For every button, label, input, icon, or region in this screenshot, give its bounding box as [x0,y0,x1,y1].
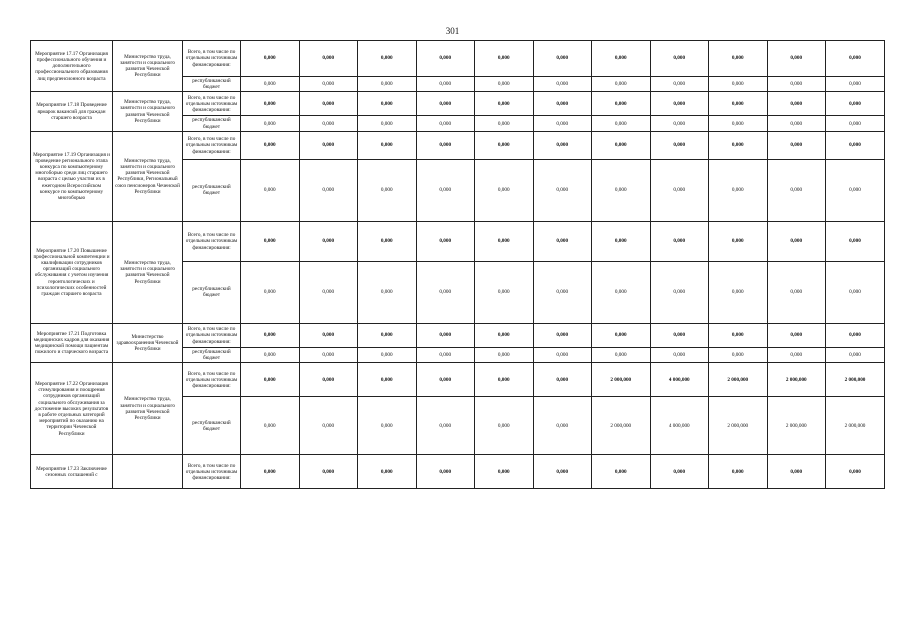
amount-cell: 0,000 [709,261,768,323]
amount-cell: 0,000 [241,41,300,77]
amount-cell: 0,000 [241,131,300,159]
amount-cell: 0,000 [475,77,534,92]
funding-source-budget: республиканский бюджет [183,347,241,362]
amount-cell: 0,000 [299,116,358,131]
amount-cell: 0,000 [475,92,534,116]
amount-cell: 0,000 [241,347,300,362]
amount-cell: 0,000 [592,116,651,131]
amount-cell: 0,000 [650,159,709,221]
amount-cell: 0,000 [709,92,768,116]
amount-cell: 0,000 [826,159,885,221]
amount-cell: 0,000 [826,221,885,261]
amount-cell: 0,000 [358,363,417,397]
amount-cell: 0,000 [709,347,768,362]
executor: Министерство труда, занятости и социального развития Чеченской Республики [113,363,183,455]
amount-cell: 0,000 [475,261,534,323]
amount-cell: 0,000 [650,455,709,489]
amount-cell: 0,000 [416,397,475,455]
table-row [31,131,885,159]
funding-source-budget: республиканский бюджет [183,261,241,323]
executor: Министерство труда, занятости и социального развития Чеченской Республики [113,221,183,323]
amount-cell: 0,000 [416,159,475,221]
amount-cell: 0,000 [709,77,768,92]
table-row [31,455,885,489]
amount-cell: 0,000 [709,221,768,261]
amount-cell: 0,000 [299,92,358,116]
amount-cell: 0,000 [533,261,592,323]
amount-cell: 0,000 [533,116,592,131]
funding-source-total: Всего, в том числе по отдельным источникам финансирования: [183,323,241,347]
amount-cell: 0,000 [826,347,885,362]
amount-cell: 0,000 [241,92,300,116]
amount-cell: 0,000 [299,323,358,347]
executor: Министерство труда, занятости и социального развития Чеченской Республики, Региональный союз пенсионеров Чеченской Республики [113,131,183,221]
amount-cell: 0,000 [592,131,651,159]
amount-cell: 0,000 [475,116,534,131]
amount-cell: 2 000,000 [592,397,651,455]
funding-source-total: Всего, в том числе по отдельным источникам финансирования: [183,363,241,397]
amount-cell: 0,000 [475,397,534,455]
amount-cell: 0,000 [358,159,417,221]
amount-cell: 0,000 [533,455,592,489]
amount-cell: 0,000 [826,116,885,131]
amount-cell: 0,000 [592,159,651,221]
amount-cell: 2 000,000 [826,397,885,455]
amount-cell: 0,000 [767,92,826,116]
amount-cell: 0,000 [241,323,300,347]
amount-cell: 0,000 [650,347,709,362]
amount-cell: 0,000 [826,323,885,347]
amount-cell: 0,000 [416,41,475,77]
amount-cell: 0,000 [241,261,300,323]
amount-cell: 0,000 [826,261,885,323]
measure-name: Мероприятие 17.18 Проведение ярмарок вакансий для граждан старшего возраста [31,92,113,131]
funding-source-budget: республиканский бюджет [183,116,241,131]
amount-cell: 0,000 [709,455,768,489]
amount-cell: 0,000 [592,455,651,489]
amount-cell: 0,000 [826,92,885,116]
amount-cell: 0,000 [709,159,768,221]
amount-cell: 0,000 [299,397,358,455]
amount-cell: 0,000 [299,261,358,323]
amount-cell: 0,000 [533,221,592,261]
amount-cell: 0,000 [416,323,475,347]
amount-cell: 0,000 [475,363,534,397]
amount-cell: 0,000 [475,323,534,347]
amount-cell: 0,000 [826,77,885,92]
funding-source-budget: республиканский бюджет [183,397,241,455]
amount-cell: 0,000 [650,323,709,347]
amount-cell: 0,000 [299,77,358,92]
amount-cell: 0,000 [709,116,768,131]
measure-name: Мероприятие 17.23 Заключение сезонных соглашений с [31,455,113,489]
amount-cell: 2 000,000 [767,363,826,397]
executor: Министерство труда, занятости и социального развития Чеченской Республики [113,92,183,131]
amount-cell: 0,000 [826,41,885,77]
amount-cell: 0,000 [650,261,709,323]
amount-cell: 0,000 [650,131,709,159]
amount-cell: 0,000 [358,131,417,159]
funding-source-total: Всего, в том числе по отдельным источникам финансирования: [183,92,241,116]
amount-cell: 0,000 [709,323,768,347]
amount-cell: 2 000,000 [709,397,768,455]
amount-cell: 0,000 [299,347,358,362]
amount-cell: 0,000 [416,92,475,116]
amount-cell: 0,000 [767,116,826,131]
executor: Министерство здравоохранения Чеченской Республики [113,323,183,362]
measure-name: Мероприятие 17.19 Организация и проведение регионального этапа конкурса по компьютерному многоборью среди лиц старшего возраста с целью участия их в ежегодном Всероссийском конкурсе по компьютерному многоборью [31,131,113,221]
amount-cell: 0,000 [299,159,358,221]
amount-cell: 0,000 [533,397,592,455]
amount-cell: 0,000 [416,455,475,489]
amount-cell: 0,000 [358,261,417,323]
amount-cell: 0,000 [416,221,475,261]
table-row [31,363,885,397]
amount-cell: 0,000 [358,77,417,92]
amount-cell: 0,000 [826,131,885,159]
amount-cell: 0,000 [533,159,592,221]
amount-cell: 0,000 [826,455,885,489]
amount-cell: 0,000 [475,455,534,489]
funding-source-total: Всего, в том числе по отдельным источникам финансирования: [183,221,241,261]
amount-cell: 0,000 [709,131,768,159]
funding-source-total: Всего, в том числе по отдельным источникам финансирования: [183,131,241,159]
amount-cell: 0,000 [767,77,826,92]
amount-cell: 0,000 [299,455,358,489]
amount-cell: 0,000 [299,221,358,261]
amount-cell: 0,000 [767,455,826,489]
amount-cell: 0,000 [650,116,709,131]
amount-cell: 0,000 [416,363,475,397]
amount-cell: 0,000 [533,77,592,92]
executor [113,455,183,489]
amount-cell: 0,000 [358,41,417,77]
amount-cell: 0,000 [767,159,826,221]
amount-cell: 0,000 [533,92,592,116]
amount-cell: 0,000 [358,323,417,347]
amount-cell: 0,000 [767,131,826,159]
table-row [31,92,885,116]
amount-cell: 0,000 [592,77,651,92]
amount-cell: 0,000 [592,347,651,362]
amount-cell: 0,000 [475,221,534,261]
amount-cell: 0,000 [592,221,651,261]
amount-cell: 0,000 [416,261,475,323]
amount-cell: 4 000,000 [650,363,709,397]
amount-cell: 0,000 [358,116,417,131]
funding-source-total: Всего, в том числе по отдельным источникам финансирования: [183,455,241,489]
amount-cell: 0,000 [358,397,417,455]
amount-cell: 4 000,000 [650,397,709,455]
amount-cell: 0,000 [650,92,709,116]
amount-cell: 2 000,000 [767,397,826,455]
measure-name: Мероприятие 17.22 Организация стимулирования и поощрения сотрудников организаций социального обслуживания за достижение высоких результатов в работе отдельных категорий мероприятий по оказанию на территории Чеченской Республики [31,363,113,455]
amount-cell: 0,000 [592,323,651,347]
amount-cell: 0,000 [358,221,417,261]
funding-source-budget: республиканский бюджет [183,77,241,92]
amount-cell: 0,000 [241,159,300,221]
amount-cell: 0,000 [241,77,300,92]
table-row [31,323,885,347]
table-row [31,221,885,261]
amount-cell: 0,000 [299,363,358,397]
funding-source-budget: республиканский бюджет [183,159,241,221]
amount-cell: 0,000 [416,131,475,159]
amount-cell: 2 000,000 [826,363,885,397]
amount-cell: 0,000 [475,347,534,362]
financing-table [30,40,885,489]
amount-cell: 0,000 [241,116,300,131]
amount-cell: 0,000 [592,41,651,77]
amount-cell: 0,000 [358,347,417,362]
amount-cell: 0,000 [241,221,300,261]
amount-cell: 0,000 [416,347,475,362]
amount-cell: 0,000 [299,41,358,77]
amount-cell: 0,000 [241,455,300,489]
amount-cell: 0,000 [533,347,592,362]
amount-cell: 0,000 [416,116,475,131]
amount-cell: 0,000 [767,261,826,323]
amount-cell: 0,000 [592,261,651,323]
amount-cell: 0,000 [475,159,534,221]
amount-cell: 2 000,000 [592,363,651,397]
amount-cell: 0,000 [709,41,768,77]
amount-cell: 0,000 [533,131,592,159]
amount-cell: 0,000 [650,221,709,261]
funding-source-total: Всего, в том числе по отдельным источникам финансирования: [183,41,241,77]
amount-cell: 0,000 [767,41,826,77]
amount-cell: 0,000 [650,77,709,92]
amount-cell: 2 000,000 [709,363,768,397]
amount-cell: 0,000 [767,323,826,347]
table-row [31,41,885,77]
amount-cell: 0,000 [767,221,826,261]
amount-cell: 0,000 [241,397,300,455]
amount-cell: 0,000 [650,41,709,77]
amount-cell: 0,000 [241,363,300,397]
amount-cell: 0,000 [533,41,592,77]
amount-cell: 0,000 [416,77,475,92]
amount-cell: 0,000 [592,92,651,116]
measure-name: Мероприятие 17.17 Организация профессионального обучения и дополнительного профессионального образования лиц предпенсионного возраста [31,41,113,92]
executor: Министерство труда, занятости и социального развития Чеченской Республики [113,41,183,92]
amount-cell: 0,000 [475,131,534,159]
amount-cell: 0,000 [475,41,534,77]
measure-name: Мероприятие 17.20 Повышение профессиональной компетенции и квалификации сотрудников организаций социального обслуживания с учетом изучения геронтологических и психологических особенностей граждан старшего возраста [31,221,113,323]
amount-cell: 0,000 [533,323,592,347]
amount-cell: 0,000 [299,131,358,159]
amount-cell: 0,000 [358,455,417,489]
measure-name: Мероприятие 17.21 Подготовка медицинских кадров для оказания медицинской помощи пациентам пожилого и старческого возраста [31,323,113,362]
page-number: 301 [445,26,460,36]
amount-cell: 0,000 [533,363,592,397]
amount-cell: 0,000 [358,92,417,116]
amount-cell: 0,000 [767,347,826,362]
